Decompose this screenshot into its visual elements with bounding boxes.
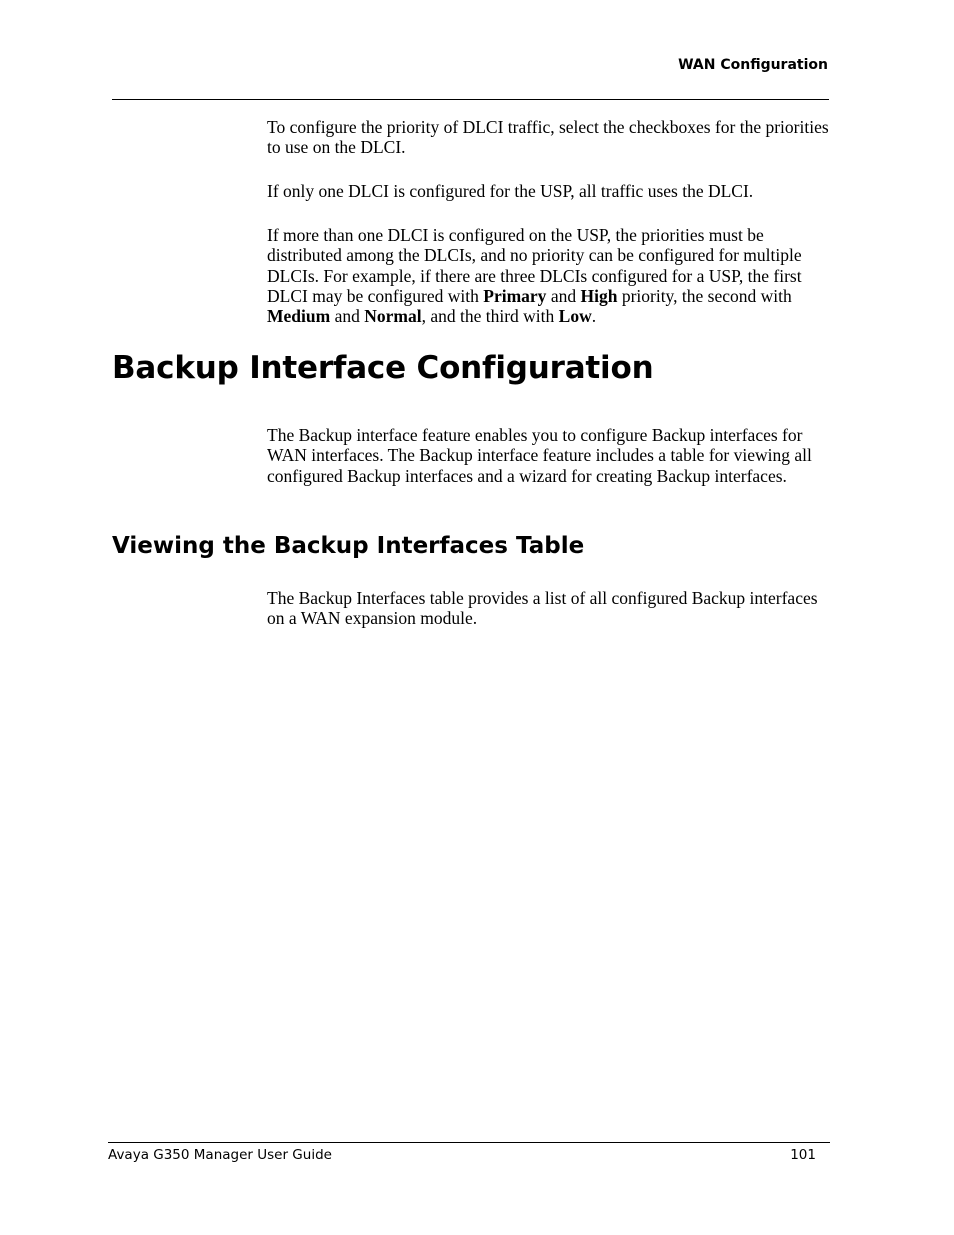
paragraph-backup-feature: The Backup interface feature enables you to configure Backup interfaces for WAN interfaces. The Backup interface feature includes a table for viewing all configured Backup interfaces and a wizard for creating Backup interfaces. — [267, 425, 812, 486]
footer-rule — [108, 1142, 830, 1143]
paragraph-dlci-priority: To configure the priority of DLCI traffic, select the checkboxes for the priorities to use on the DLCI. — [267, 117, 829, 158]
subsection-heading-viewing-table: Viewing the Backup Interfaces Table — [112, 533, 585, 559]
text-run: and — [330, 306, 365, 327]
paragraph-multiple-dlci — [267, 225, 829, 326]
paragraph-single-dlci: If only one DLCI is configured for the USP, all traffic uses the DLCI. — [267, 181, 754, 201]
paragraph-backup-table: The Backup Interfaces table provides a list of all configured Backup interfaces on a WAN expansion module. — [267, 588, 818, 629]
text-run: priority, the second with — [617, 285, 792, 306]
footer-page-number: 101 — [790, 1147, 816, 1163]
bold-term-primary: Primary — [483, 285, 547, 306]
footer-guide-title: Avaya G350 Manager User Guide — [108, 1147, 332, 1163]
text-run: and — [546, 285, 581, 306]
bold-term-high: High — [580, 285, 618, 306]
running-header-title: WAN Configuration — [678, 57, 828, 73]
text-run: . — [591, 306, 597, 327]
bold-term-normal: Normal — [364, 306, 422, 327]
bold-term-medium: Medium — [267, 306, 331, 327]
text-run: , and the third with — [421, 306, 559, 327]
text-run: If more than one DLCI is configured on the USP, the priorities must be distributed among the DLCIs, and no priority can be configured for multiple DLCIs. For example, if there are three DLCIs configured for a USP, the first DLCI may be configured with — [267, 225, 802, 306]
header-rule — [112, 99, 829, 100]
bold-term-low: Low — [558, 306, 592, 327]
section-heading-backup-interface: Backup Interface Configuration — [112, 350, 654, 386]
